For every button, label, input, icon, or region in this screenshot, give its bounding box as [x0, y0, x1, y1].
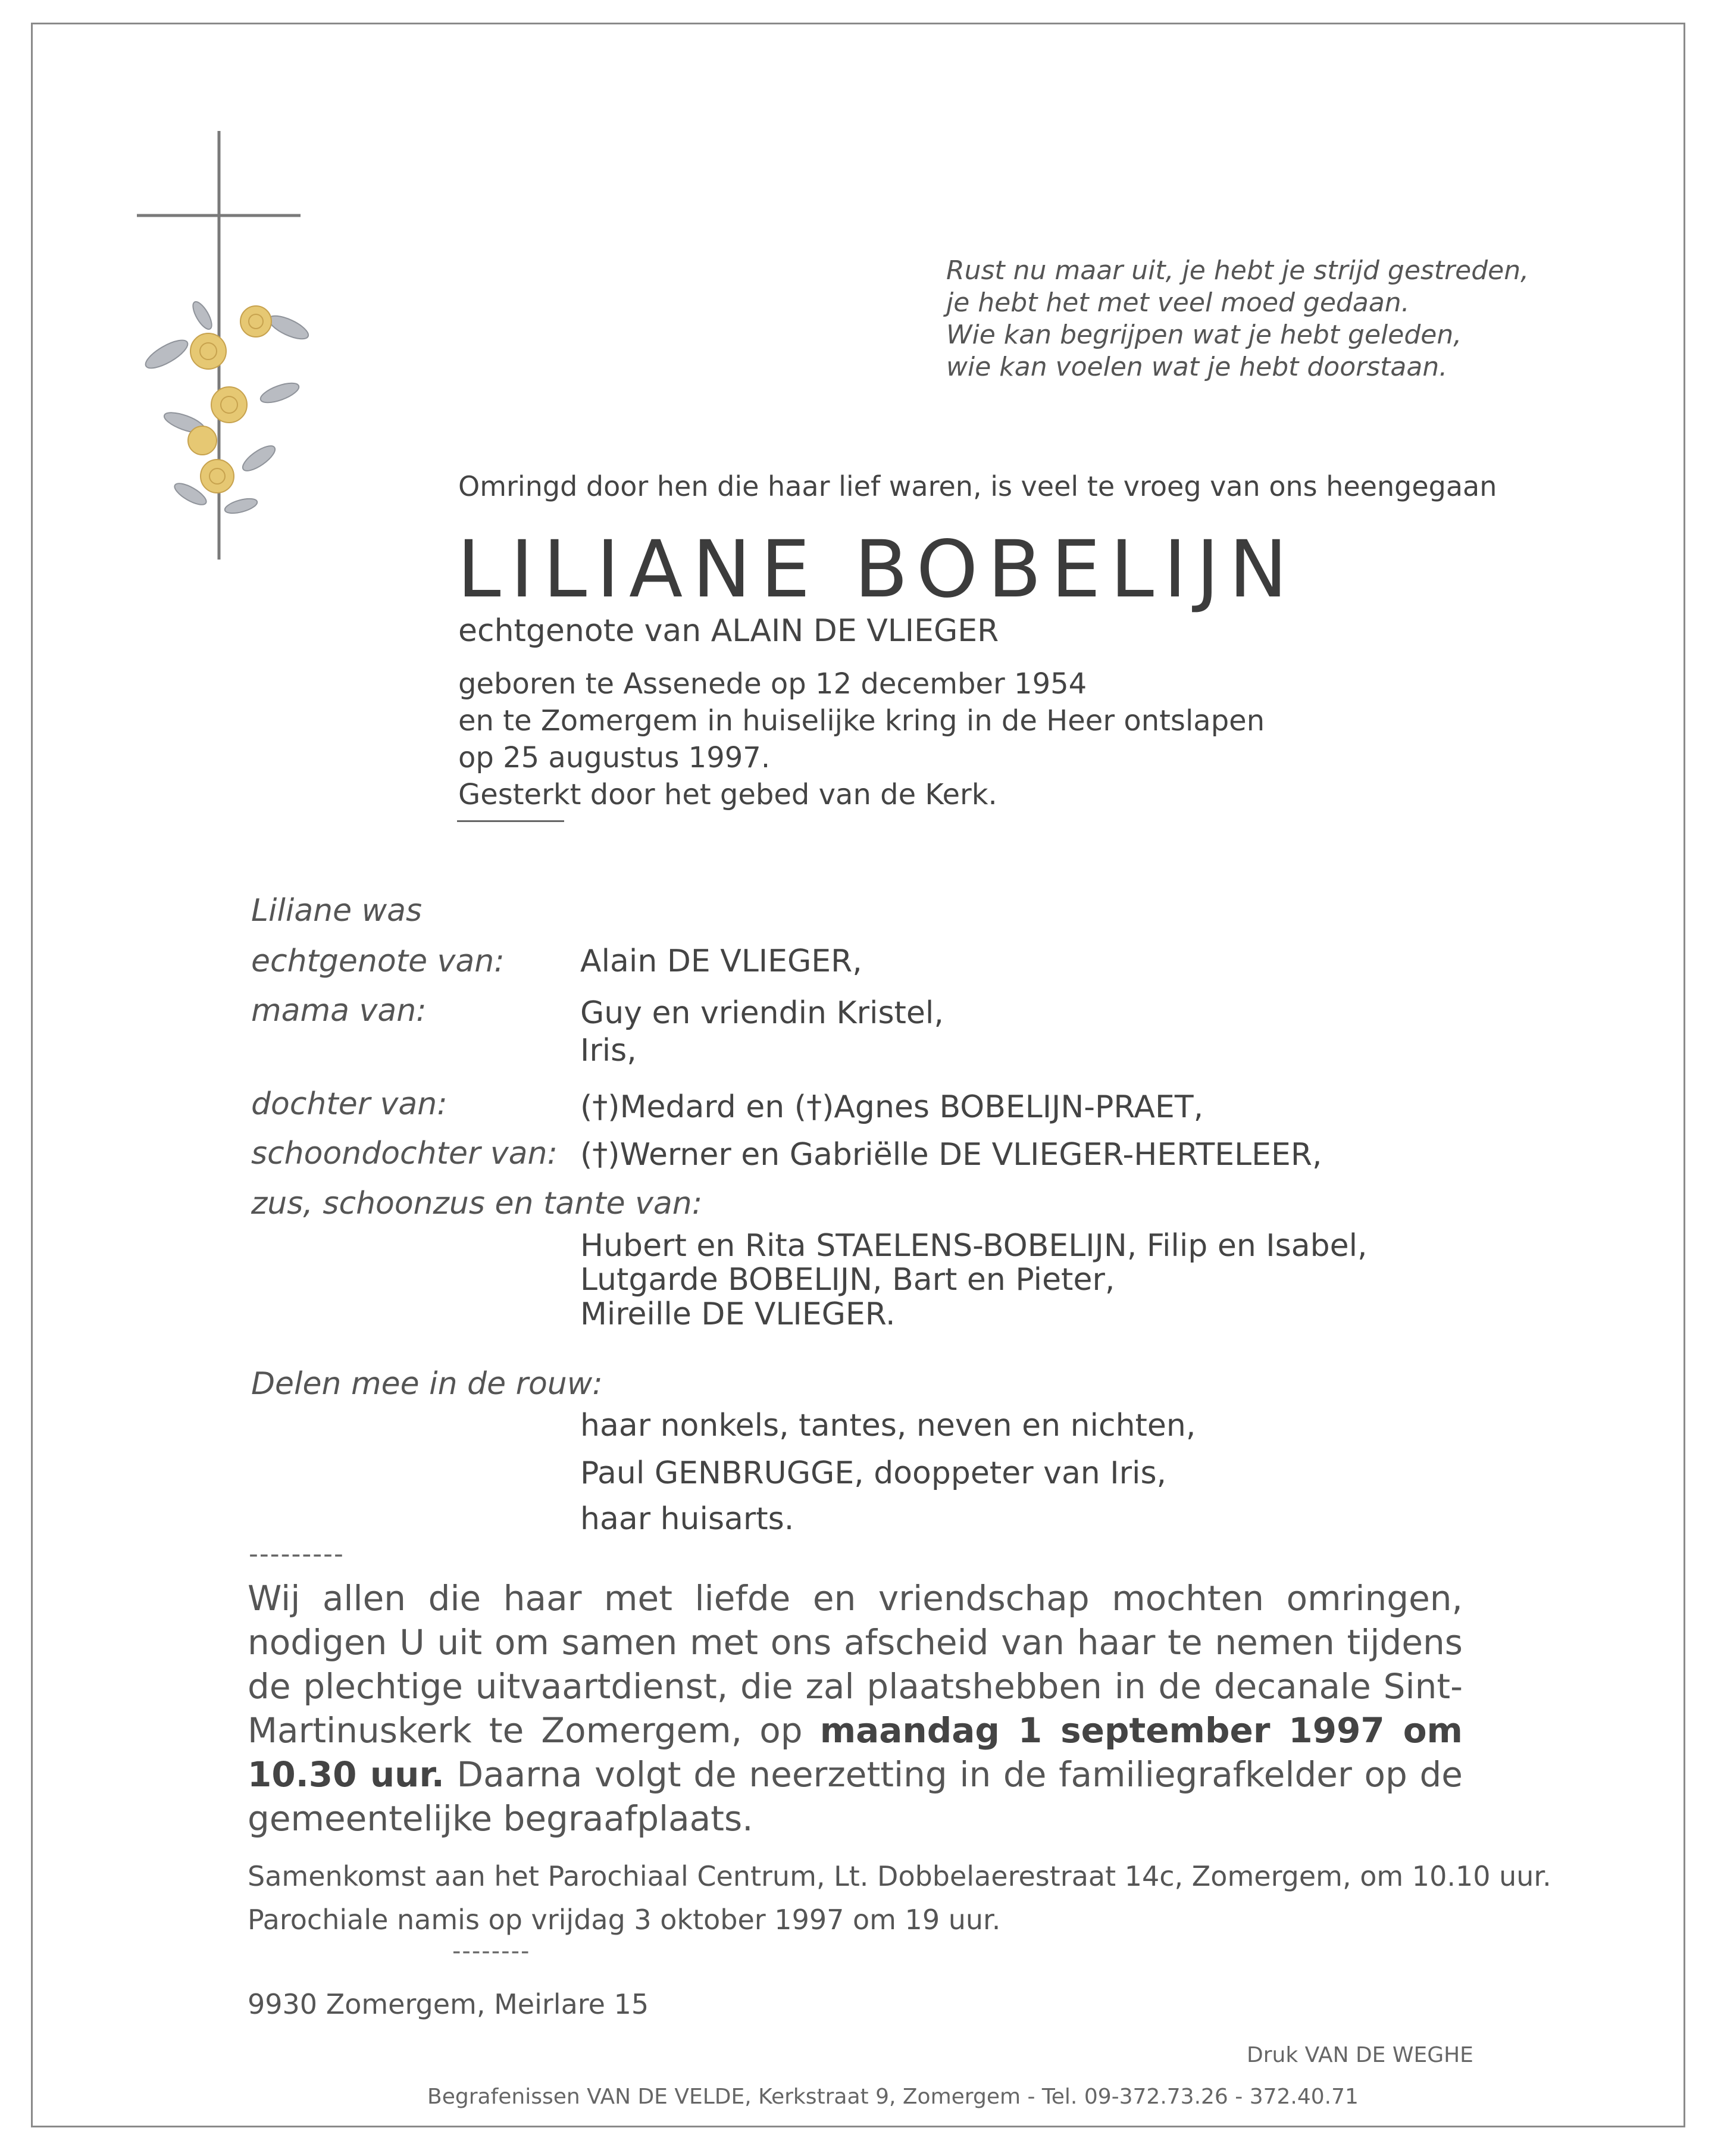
spouse-line: echtgenote van ALAIN DE VLIEGER	[458, 613, 999, 649]
undertaker-line: Begrafenissen VAN DE VELDE, Kerkstraat 9, Zomergem - Tel. 09-372.73.26 - 372.40.71	[427, 2085, 1359, 2109]
poem-line-4: wie kan voelen wat je hebt doorstaan.	[946, 352, 1448, 382]
invitation-text-1: Wij allen die haar met liefde en vriendschap mochten omringen, nodigen U uit om samen met ons afscheid van haar te nemen tijdens de plechtige uitvaartdienst, die zal plaatshebben in de decanale Sint-Martinuskerk te Zomergem, op	[248, 1578, 1463, 1751]
intro-line: Omringd door hen die haar lief waren, is veel te vroeg van ons heengegaan	[458, 470, 1497, 502]
invitation-paragraph	[248, 1576, 1463, 1841]
sibling-line-3: Mireille DE VLIEGER.	[580, 1296, 896, 1332]
poem	[946, 255, 1529, 383]
mourner-line-1: haar nonkels, tantes, neven en nichten,	[580, 1408, 1196, 1443]
daughter-label: dochter van:	[251, 1086, 448, 1122]
poem-line-1: Rust nu maar uit, je hebt je strijd gestreden,	[946, 255, 1529, 286]
mass-line: Parochiale namis op vrijdag 3 oktober 1997 om 19 uur.	[248, 1904, 1001, 1936]
poem-line-3: Wie kan begrijpen wat je hebt geleden,	[946, 320, 1462, 350]
poem-line-2: je hebt het met veel moed gedaan.	[946, 288, 1410, 318]
child-1: Guy en vriendin Kristel,	[580, 995, 944, 1031]
mourners-label: Delen mee in de rouw:	[251, 1366, 603, 1402]
deceased-name: LILIANE BOBELIJN	[457, 524, 1297, 615]
birth-death-details	[458, 665, 1265, 813]
detail-line-4: Gesterkt door het gebed van de Kerk.	[458, 778, 997, 811]
detail-line-3: op 25 augustus 1997.	[458, 741, 771, 774]
child-2: Iris,	[580, 1033, 637, 1068]
separator-1: ---------	[249, 1539, 345, 1569]
sibling-line-2: Lutgarde BOBELIJN, Bart en Pieter,	[580, 1262, 1115, 1298]
spouse-value: Alain DE VLIEGER,	[580, 943, 862, 979]
cross-with-roses-icon	[119, 125, 333, 577]
separator-2: --------	[452, 1938, 531, 1965]
detail-line-1: geboren te Assenede op 12 december 1954	[458, 667, 1087, 701]
home-address: 9930 Zomergem, Meirlare 15	[248, 1988, 649, 2020]
family-heading: Liliane was	[251, 893, 423, 929]
printer-credit: Druk VAN DE WEGHE	[1247, 2043, 1473, 2067]
inlaws-value: (†)Werner en Gabriëlle DE VLIEGER-HERTELEER,	[580, 1137, 1322, 1173]
mourner-line-3: haar huisarts.	[580, 1501, 794, 1537]
spouse-label: echtgenote van:	[251, 943, 505, 979]
mother-label: mama van:	[251, 993, 427, 1029]
siblings-label: zus, schoonzus en tante van:	[251, 1186, 703, 1221]
invitation-text-2: Daarna volgt de neerzetting in de familiegrafkelder op de gemeentelijke begraafplaats.	[248, 1754, 1463, 1839]
mourner-line-2: Paul GENBRUGGE, dooppeter van Iris,	[580, 1455, 1167, 1491]
parents-value: (†)Medard en (†)Agnes BOBELIJN-PRAET,	[580, 1089, 1204, 1125]
invitation-date-time: maandag 1 september 1997 om 10.30 uur.	[248, 1710, 1463, 1795]
detail-line-2: en te Zomergem in huiselijke kring in de Heer ontslapen	[458, 704, 1265, 738]
sibling-line-1: Hubert en Rita STAELENS-BOBELIJN, Filip en Isabel,	[580, 1228, 1368, 1264]
inlaw-label: schoondochter van:	[251, 1136, 558, 1171]
divider-line	[457, 820, 564, 822]
gathering-line: Samenkomst aan het Parochiaal Centrum, Lt. Dobbelaerestraat 14c, Zomergem, om 10.10 uur.	[248, 1860, 1551, 1892]
